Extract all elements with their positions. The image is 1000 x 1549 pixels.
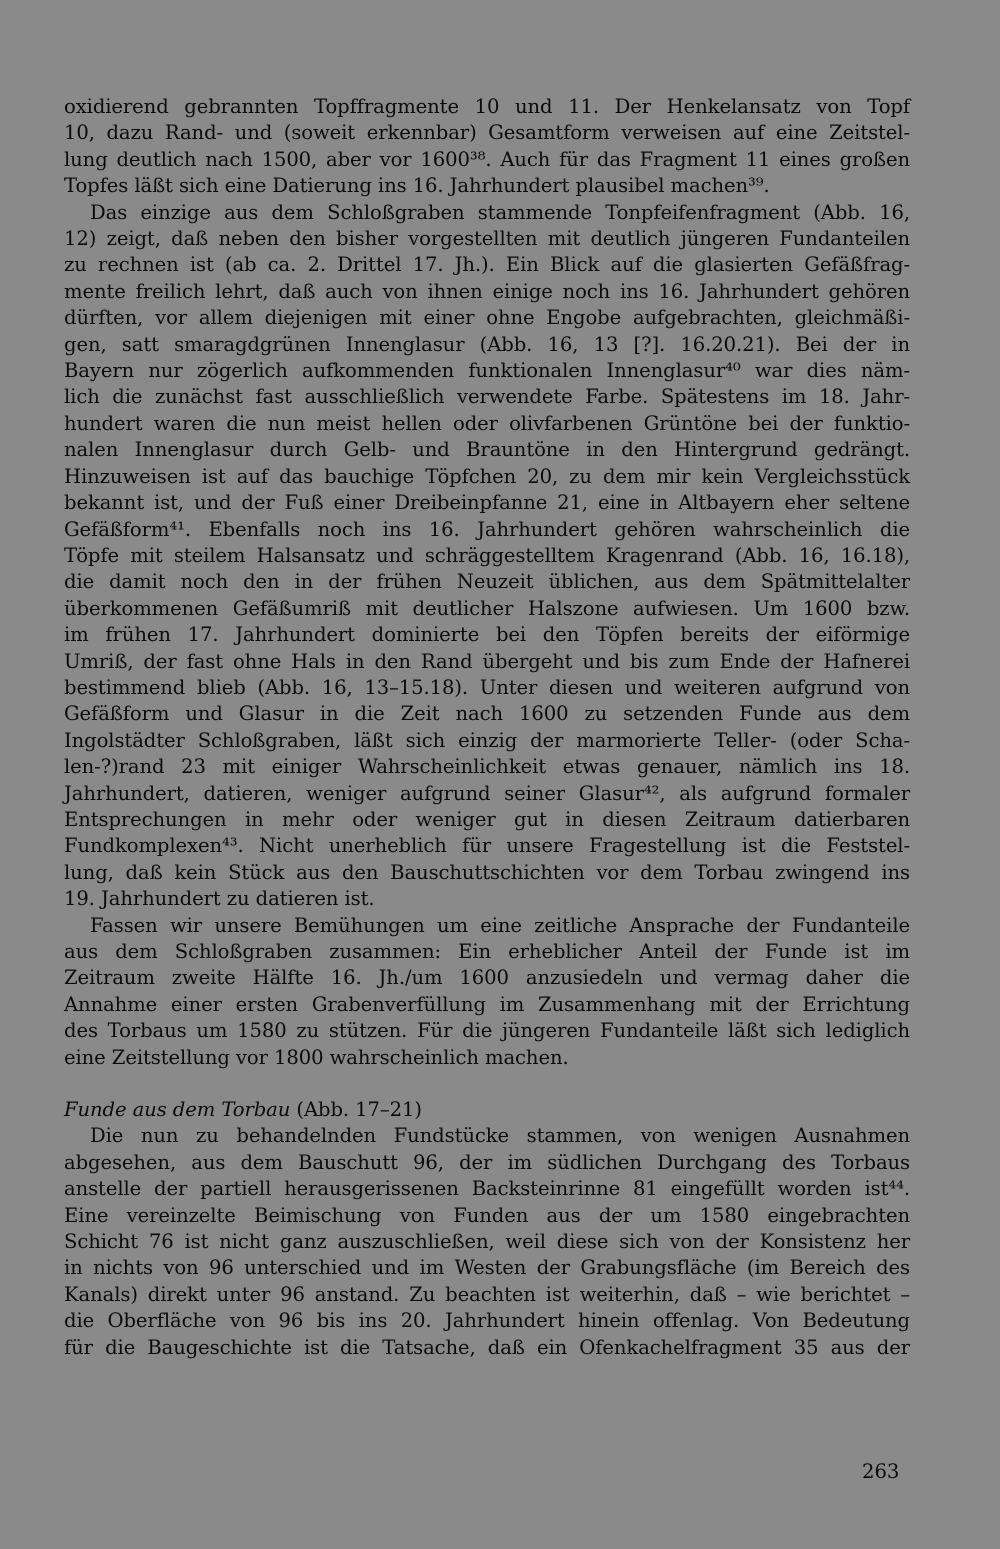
text-line: 10, dazu Rand- und (soweit erkennbar) Gesamtform verweisen auf eine Zeitstel- [64,121,910,145]
text-line: Das einzige aus dem Schloßgraben stammende Tonpfeifenfragment (Abb. 16, [90,200,910,224]
text-line: 19. Jahrhundert zu datieren ist. [64,887,375,911]
page-number: 263 [862,1460,900,1483]
section-heading-italic: Funde aus dem Torbau [64,1098,291,1122]
text-line: nalen Innenglasur durch Gelb- und Brauntöne in den Hintergrund gedrängt. [64,438,910,462]
text-line: lich die zunächst fast ausschließlich verwendete Farbe. Spätestens im 18. Jahr- [64,385,910,409]
text-line: Zeitraum zweite Hälfte 16. Jh./um 1600 anzusiedeln und vermag daher die [64,966,910,990]
text-line: Ingolstädter Schloßgraben, läßt sich einzig der marmorierte Teller- (oder Scha- [64,728,910,752]
text-line: oxidierend gebrannten Topffragmente 10 und 11. Der Henkelansatz von Topf [64,95,910,118]
section-heading [64,1097,910,1123]
text-line: die Oberfläche von 96 bis ins 20. Jahrhundert hinein offenlag. Von Bedeutung [64,1309,910,1333]
text-line: lung, daß kein Stück aus den Bauschuttschichten vor dem Torbau zwingend ins [64,860,910,884]
text-line: Entsprechungen in mehr oder weniger gut in diesen Zeitraum datierbaren [64,807,910,831]
text-line: zu rechnen ist (ab ca. 2. Drittel 17. Jh.). Ein Blick auf die glasierten Gefäßfrag- [64,253,910,277]
text-line: Töpfe mit steilem Halsansatz und schräggestelltem Kragenrand (Abb. 16, 16.18), [64,543,910,567]
text-line: 12) zeigt, daß neben den bisher vorgestellten mit deutlich jüngeren Fundanteilen [64,227,910,251]
text-line: für die Baugeschichte ist die Tatsache, daß ein Ofenkachelfragment 35 aus der [64,1335,910,1359]
text-line: mente freilich lehrt, daß auch von ihnen einige noch ins 16. Jahrhundert gehören [64,279,910,303]
section-heading-figref: (Abb. 17–21) [290,1098,422,1122]
paragraph-gap [64,1071,910,1097]
text-line: Jahrhundert, datieren, weniger aufgrund seiner Glasur⁴², als aufgrund formaler [64,781,910,805]
text-line: eine Zeitstellung vor 1800 wahrscheinlich machen. [64,1045,569,1069]
text-line: len-?)rand 23 mit einiger Wahrscheinlichkeit etwas genauer, nämlich ins 18. [64,755,910,779]
text-line: Fassen wir unsere Bemühungen um eine zeitliche Ansprache der Fundanteile [90,913,910,937]
text-line: Hinzuweisen ist auf das bauchige Töpfchen 20, zu dem mir kein Vergleichsstück [64,464,910,488]
text-line: gen, satt smaragdgrünen Innenglasur (Abb. 16, 13 [?]. 16.20.21). Bei der in [64,332,910,356]
text-line: die damit noch den in der frühen Neuzeit üblichen, aus dem Spätmittelalter [64,570,910,594]
text-line: Fundkomplexen⁴³. Nicht unerheblich für unsere Fragestellung ist die Feststel- [64,834,910,858]
text-line: Gefäßform und Glasur in die Zeit nach 1600 zu setzenden Funde aus dem [64,702,910,726]
text-line: Die nun zu behandelnden Fundstücke stammen, von wenigen Ausnahmen [90,1124,910,1148]
text-line: anstelle der partiell herausgerissenen Backsteinrinne 81 eingefüllt worden ist⁴⁴. [64,1177,910,1201]
text-line: lung deutlich nach 1500, aber vor 1600³⁸. Auch für das Fragment 11 eines großen [64,147,910,171]
text-line: hundert waren die nun meist hellen oder olivfarbenen Grüntöne bei der funktio- [64,411,910,435]
text-line: bestimmend blieb (Abb. 16, 13–15.18). Unter diesen und weiteren aufgrund von [64,675,910,699]
text-line: Annahme einer ersten Grabenverfüllung im Zusammenhang mit der Errichtung [64,992,910,1016]
text-line: Umriß, der fast ohne Hals in den Rand übergeht und bis zum Ende der Hafnerei [64,649,910,673]
text-line: im frühen 17. Jahrhundert dominierte bei den Töpfen bereits der eiförmige [64,623,910,647]
text-line: abgesehen, aus dem Bauschutt 96, der im südlichen Durchgang des Torbaus [64,1150,910,1174]
text-line: aus dem Schloßgraben zusammen: Ein erheblicher Anteil der Funde ist im [64,940,910,963]
text-line: in nichts von 96 unterschied und im Westen der Grabungsfläche (im Bereich des [64,1256,910,1280]
text-line: Kanals) direkt unter 96 anstand. Zu beachten ist weiterhin, daß – wie berichtet – [64,1282,910,1306]
text-line: Schicht 76 ist nicht ganz auszuschließen, weil diese sich von der Konsistenz her [64,1230,910,1254]
text-line: dürften, vor allem diejenigen mit einer ohne Engobe aufgebrachten, gleichmäßi- [64,306,910,330]
text-line: Gefäßform⁴¹. Ebenfalls noch ins 16. Jahrhundert gehören wahrscheinlich die [64,517,910,541]
text-line: Eine vereinzelte Beimischung von Funden aus der um 1580 eingebrachten [64,1203,910,1227]
text-line: Topfes läßt sich eine Datierung ins 16. Jahrhundert plausibel machen³⁹. [64,174,770,198]
text-line: des Torbaus um 1580 zu stützen. Für die jüngeren Fundanteile läßt sich lediglich [64,1019,910,1043]
text-line: überkommenen Gefäßumriß mit deutlicher Halszone aufwiesen. Um 1600 bzw. [64,596,910,620]
text-line: bekannt ist, und der Fuß einer Dreibeinpfanne 21, eine in Altbayern eher seltene [64,491,910,515]
text-line: Bayern nur zögerlich aufkommenden funktionalen Innenglasur⁴⁰ war dies näm- [64,359,910,383]
page-body [64,94,910,1361]
